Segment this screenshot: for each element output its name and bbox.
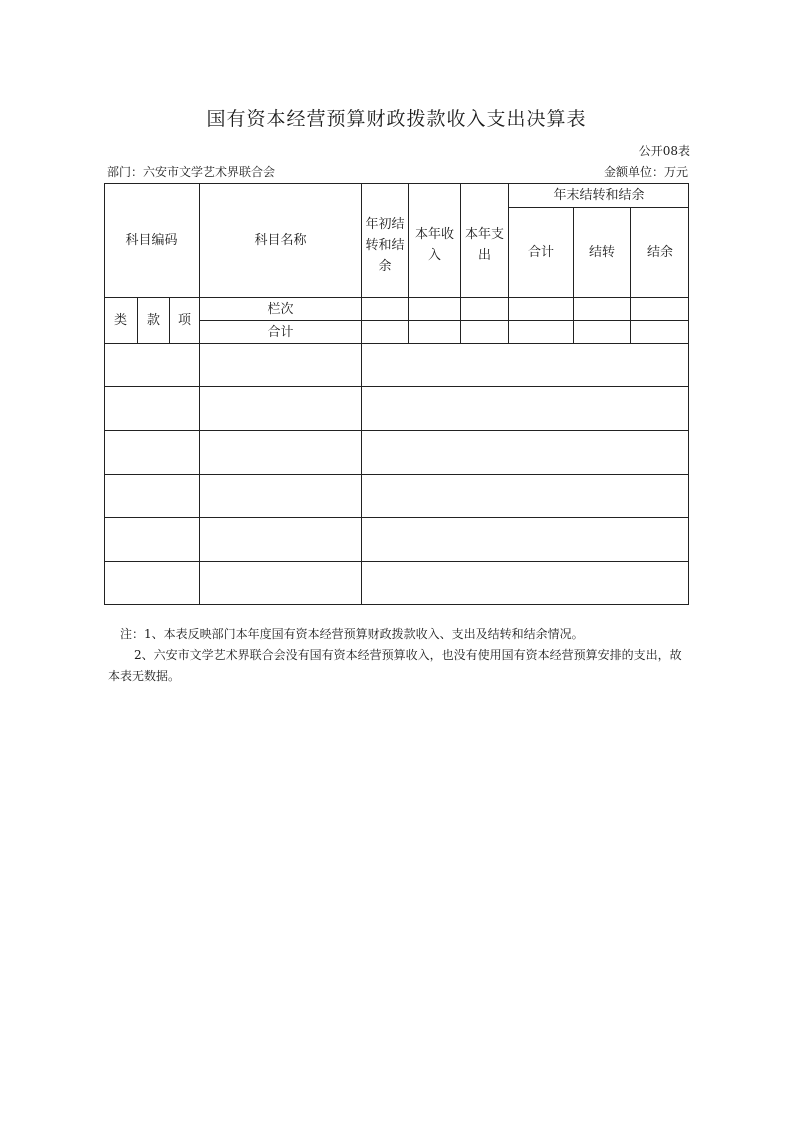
header-item: 项 <box>177 313 191 328</box>
header-end-carry: 结转 <box>588 245 615 260</box>
total-row-label: 合计 <box>267 324 294 340</box>
header-section: 款 <box>146 313 160 328</box>
header-end-total: 合计 <box>527 245 554 260</box>
header-class: 类 <box>113 313 127 328</box>
header-end-surplus: 结余 <box>646 245 673 260</box>
header-subject-name: 科目名称 <box>254 232 307 248</box>
note-2: 2、六安市文学艺术界联合会没有国有资本经营预算收入，也没有使用国有资本经营预算安排的支出，故本表无数据。 <box>108 648 682 683</box>
header-year-expense: 本年支出 <box>464 227 504 263</box>
form-number: 公开08表 <box>638 144 690 158</box>
column-number-label: 栏次 <box>267 301 294 317</box>
header-end-balance: 年末结转和结余 <box>553 187 645 203</box>
header-year-income: 本年收入 <box>414 227 454 263</box>
table-notes <box>108 624 692 687</box>
amount-unit-label: 金额单位：万元 <box>603 165 688 179</box>
header-begin-balance: 年初结转和结余 <box>365 216 405 274</box>
page-title: 国有资本经营预算财政拨款收入支出决算表 <box>206 108 587 130</box>
header-subject-code: 科目编码 <box>125 232 178 248</box>
department-label: 部门：六安市文学艺术界联合会 <box>107 165 276 179</box>
note-1: 注：1、本表反映部门本年度国有资本经营预算财政拨款收入、支出及结转和结余情况。 <box>120 627 584 641</box>
final-accounts-table <box>104 183 689 605</box>
